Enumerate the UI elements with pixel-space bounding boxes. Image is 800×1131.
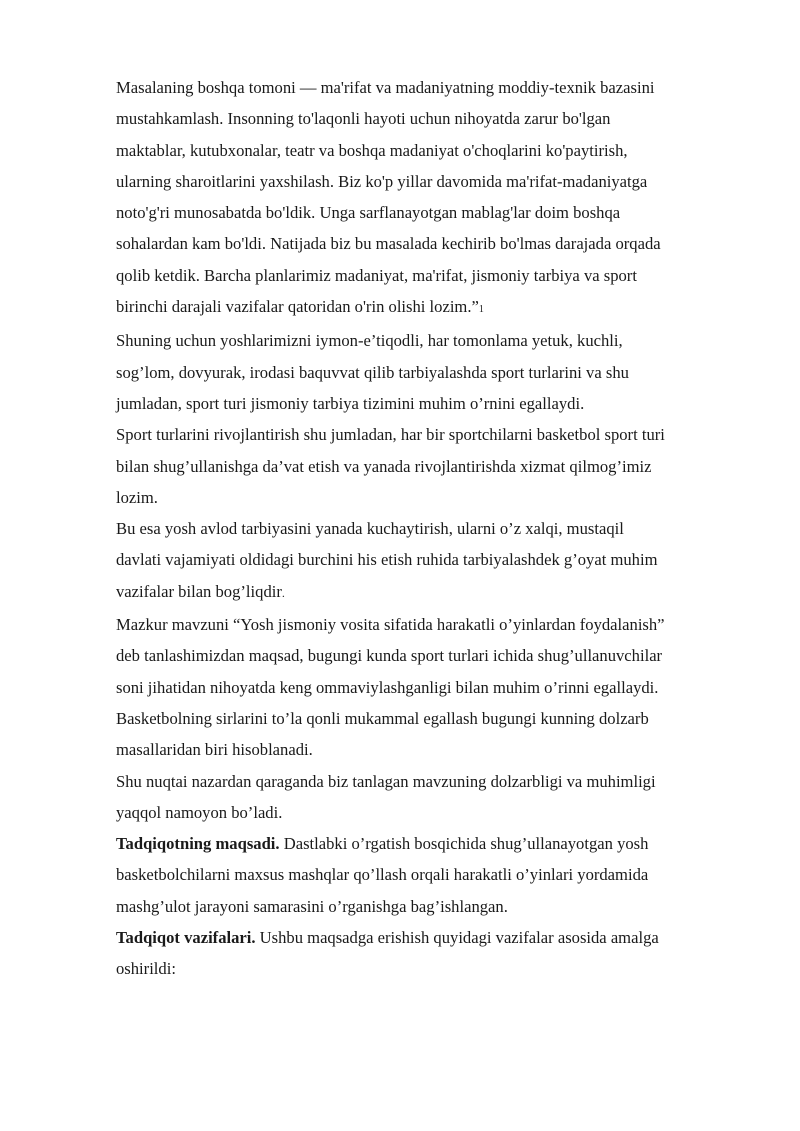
text-line: noto'g'ri munosabatda bo'ldik. Unga sarflanayotgan mablag'lar doim boshqa xyxy=(116,203,621,223)
text-line: sohalardan kam bo'ldi. Natijada biz bu masalada kechirib bo'lmas darajada orqada xyxy=(116,234,661,254)
section-heading-tasks: Tadqiqot vazifalari. xyxy=(116,928,256,948)
text-line: Ushbu maqsadga erishish quyidagi vazifalar asosida amalga xyxy=(255,928,659,948)
text-line: Sport turlarini rivojlantirish shu jumladan, har bir sportchilarni basketbol sport turi xyxy=(116,425,665,445)
text-line: Dastlabki o’rgatish bosqichida shug’ullanayotgan yosh xyxy=(279,834,649,854)
text-line: davlati vajamiyati oldidagi burchini his etish ruhida tarbiyalashdek g’oyat muhim xyxy=(116,550,658,570)
paragraph-1 xyxy=(116,72,756,325)
section-heading-goal: Tadqiqotning maqsadi. xyxy=(116,834,280,854)
paragraph-6 xyxy=(116,766,756,829)
text-line: bilan shug’ullanishga da’vat etish va yanada rivojlantirishda xizmat qilmog’imiz xyxy=(116,456,652,476)
text-line: ularning sharoitlarini yaxshilash. Biz ko'p yillar davomida ma'rifat-madaniyatga xyxy=(116,171,648,191)
text-line: mashg’ulot jarayoni samarasini o’rganishga bag’ishlangan. xyxy=(116,896,508,916)
text-line: Shu nuqtai nazardan qaraganda biz tanlagan mavzuning dolzarbligi va muhimligi xyxy=(116,771,656,791)
text-line: Bu esa yosh avlod tarbiyasini yanada kuchaytirish, ularni o’z xalqi, mustaqil xyxy=(116,519,624,539)
paragraph-4 xyxy=(116,513,756,609)
text-line: vazifalar bilan bog’liqdir xyxy=(116,581,282,601)
text-line: oshirildi: xyxy=(116,959,176,979)
text-line: Mazkur mavzuni “Yosh jismoniy vosita sifatida harakatli o’yinlardan foydalanish” xyxy=(116,615,665,635)
text-line: mustahkamlash. Insonning to'laqonli hayoti uchun nihoyatda zarur bo'lgan xyxy=(116,109,611,129)
text-line: Masalaning boshqa tomoni — ma'rifat va madaniyatning moddiy-texnik bazasini xyxy=(116,78,655,97)
text-line: Basketbolning sirlarini to’la qonli mukammal egallash bugungi kunning dolzarb xyxy=(116,708,649,728)
paragraph-research-goal xyxy=(116,828,756,922)
text-line: qolib ketdik. Barcha planlarimiz madaniyat, ma'rifat, jismoniy tarbiya va sport xyxy=(116,265,637,285)
paragraph-research-tasks xyxy=(116,922,756,985)
paragraph-2 xyxy=(116,325,756,419)
text-line: lozim. xyxy=(116,487,158,507)
text-line: deb tanlashimizdan maqsad, bugungi kunda sport turlari ichida shug’ullanuvchilar xyxy=(116,646,663,666)
text-line: sog’lom, dovyurak, irodasi baquvvat qilib tarbiyalashda sport turlarini va shu xyxy=(116,362,629,382)
trailing-period: . xyxy=(281,585,285,600)
paragraph-3 xyxy=(116,419,756,513)
document-page xyxy=(116,72,756,985)
text-line: basketbolchilarni maxsus mashqlar qo’llash orqali harakatli o’yinlari yordamida xyxy=(116,865,649,885)
text-line: Shuning uchun yoshlarimizni iymon-e’tiqodli, har tomonlama yetuk, kuchli, xyxy=(116,331,623,351)
text-line: maktablar, kutubxonalar, teatr va boshqa madaniyat o'choqlarini ko'paytirish, xyxy=(116,140,628,160)
text-line: birinchi darajali vazifalar qatoridan o'rin olishi lozim.” xyxy=(116,297,479,317)
text-line: jumladan, sport turi jismoniy tarbiya tizimini muhim o’rnini egallaydi. xyxy=(116,393,585,413)
footnote-marker: 1 xyxy=(478,304,484,316)
paragraph-5 xyxy=(116,609,756,765)
text-line: soni jihatidan nihoyatda keng ommaviylashganligi bilan muhim o’rinni egallaydi. xyxy=(116,677,659,697)
text-line: yaqqol namoyon bo’ladi. xyxy=(116,802,283,822)
text-line: masallaridan biri hisoblanadi. xyxy=(116,740,313,760)
